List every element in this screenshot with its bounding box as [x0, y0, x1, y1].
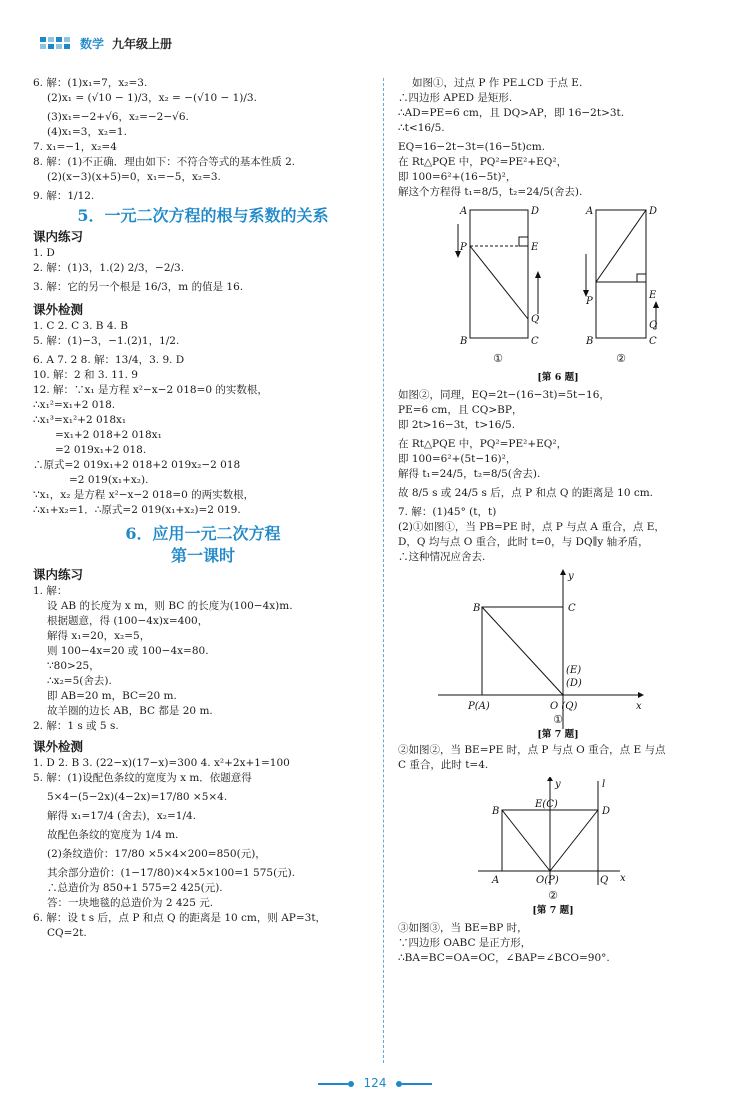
section-subtitle: 第一课时 — [170, 546, 235, 565]
section-heading: 课外检测 — [33, 739, 84, 754]
fig7b-l: l — [602, 779, 606, 790]
answer-line: 6. A 7. 2 8. 解：13/4，3. 9. D — [33, 354, 185, 366]
fig6-label-q1: Q — [531, 314, 540, 325]
answer-line: 5. 解：(1)−3，−1.(2)1，1/2. — [33, 335, 180, 347]
answer-line: 1. D 2. B 3. (22−x)(17−x)=300 4. x²+2x+1=100 — [33, 757, 290, 769]
section-title: 6．应用一元二次方程 — [125, 524, 281, 543]
answer-line: (3)x₁=−2+√6，x₂=−2−√6. — [47, 111, 189, 123]
answer-line: =2 019(x₁+x₂). — [69, 474, 149, 486]
fig7b-caption: [第 7 题] — [532, 905, 574, 916]
answer-line: 则 100−4x=20 或 100−4x=80. — [47, 645, 209, 657]
fig7b-x: x — [620, 873, 626, 884]
answer-line: 1. 解： — [33, 585, 68, 597]
answer-line: 其余部分造价：(1−17/80)×4×5×100=1 575(元). — [47, 867, 296, 879]
section-title: 5．一元二次方程的根与系数的关系 — [77, 206, 329, 225]
answer-line: 1. C 2. C 3. B 4. B — [33, 320, 128, 332]
answer-line: ∴x₁+x₂=1．∴原式=2 019(x₁+x₂)=2 019. — [33, 504, 241, 516]
answer-line: 5×4−(5−2x)(4−2x)=17/80 ×5×4. — [47, 791, 228, 803]
answer-line: ②如图②，当 BE=PE 时，点 P 与点 O 重合，点 E 与点 — [398, 744, 666, 756]
answer-line: ∴x₁²=x₁+2 018. — [33, 399, 116, 411]
fig6-label-p2: P — [586, 296, 593, 307]
answer-line: 即 2t>16−3t，t>16/5. — [398, 419, 516, 431]
fig7a-b: B — [473, 603, 481, 614]
page-header — [40, 34, 172, 52]
fig7a-num: ① — [553, 713, 563, 726]
fig6-label-q2: Q — [649, 320, 658, 331]
fig7b-num: ② — [548, 889, 558, 902]
answer-line: 如图①，过点 P 作 PE⊥CD 于点 E. — [412, 77, 583, 89]
answer-line: ∴总造价为 850+1 575=2 425(元). — [47, 882, 223, 894]
figure-7-2 — [398, 777, 716, 917]
answer-line: 6. 解：(1)x₁=7，x₂=3. — [33, 77, 148, 89]
fig6-label-a2: A — [586, 206, 594, 217]
answer-line: =x₁+2 018+2 018x₁ — [55, 429, 162, 441]
fig7b-ec: E(C) — [535, 799, 558, 810]
figure-6 — [398, 204, 716, 384]
answer-line: 2. 解：1 s 或 5 s. — [33, 720, 119, 732]
answer-line: 3. 解：它的另一个根是 16/3，m 的值是 16. — [33, 281, 244, 293]
page-number: 124 — [363, 1076, 387, 1090]
answer-line: 即 100=6²+(16−5t)²， — [398, 171, 517, 183]
answer-line: (2)①如图①，当 PB=PE 时，点 P 与点 A 重合，点 E， — [398, 521, 665, 533]
fig7b-a: A — [492, 875, 500, 886]
answer-line: ∴BA=BC=OA=OC，∠BAP=∠BCO=90°. — [398, 952, 610, 964]
answer-line: EQ=16−2t−3t=(16−5t)cm. — [398, 141, 546, 153]
answer-line: 在 Rt△PQE 中，PQ²=PE²+EQ²， — [398, 438, 568, 450]
fig6-caption: [第 6 题] — [537, 372, 579, 383]
logo-icon — [40, 37, 70, 49]
answer-line: 7. 解：(1)45° (t，t) — [398, 506, 497, 518]
fig7b-b: B — [492, 806, 500, 817]
fig6-label-b1: B — [460, 336, 468, 347]
fig7b-d: D — [602, 806, 611, 817]
figure-7-1 — [398, 569, 716, 739]
answer-line: PE=6 cm，且 CQ>BP， — [398, 404, 523, 416]
fig6-label-a1: A — [460, 206, 468, 217]
column-divider — [383, 78, 384, 1063]
header-subject: 数学 — [80, 36, 105, 51]
fig7a-oq: O (Q) — [550, 701, 578, 712]
answer-line: 8. 解：(1)不正确．理由如下：不符合等式的基本性质 2. — [33, 156, 296, 168]
answer-line: 解得 x₁=17/4 (舍去)，x₂=1/4. — [47, 810, 197, 822]
answer-line: (4)x₁=3，x₂=1. — [47, 126, 127, 138]
fig6-label-d1: D — [531, 206, 540, 217]
answer-line: (2)x₁ = (√10 − 1)/3，x₂ = −(√10 − 1)/3. — [47, 92, 257, 104]
answer-line: 9. 解：1/12. — [33, 190, 95, 202]
answer-line: 如图②，同理，EQ=2t−(16−3t)=5t−16， — [398, 389, 610, 401]
answer-line: 在 Rt△PQE 中，PQ²=PE²+EQ²， — [398, 156, 568, 168]
answer-line: 解得 t₁=24/5，t₂=8/5(舍去). — [398, 468, 541, 480]
fig7a-x: x — [636, 701, 642, 712]
answer-line: ∵四边形 OABC 是正方形， — [398, 937, 532, 949]
answer-line: ∵x₁，x₂ 是方程 x²−x−2 018=0 的两实数根， — [33, 489, 255, 501]
answer-line: ③如图③，当 BE=BP 时， — [398, 922, 528, 934]
answer-line: 6. 解：设 t s 后，点 P 和点 Q 的距离是 10 cm，则 AP=3t， — [33, 912, 327, 924]
fig6-label-d2: D — [649, 206, 658, 217]
answer-line: ∴原式=2 019x₁+2 018+2 019x₂−2 018 — [33, 459, 241, 471]
answer-line: ∴t<16/5. — [398, 122, 445, 134]
fig6-label-c2: C — [649, 336, 657, 347]
answer-line: 故 8/5 s 或 24/5 s 后，点 P 和点 Q 的距离是 10 cm. — [398, 487, 654, 499]
footer-dot-icon — [348, 1081, 354, 1087]
answer-line: 1. D — [33, 247, 55, 259]
answer-line: CQ=2t. — [47, 927, 87, 939]
answer-line: 根据题意，得 (100−4x)x=400， — [47, 615, 209, 627]
answer-line: 故羊圈的边长 AB，BC 都是 20 m. — [47, 705, 213, 717]
answer-line: 5. 解：(1)设配色条纹的宽度为 x m．依题意得 — [33, 772, 252, 784]
answer-line: ∴四边形 APED 是矩形. — [398, 92, 513, 104]
section-heading: 课外检测 — [33, 302, 84, 317]
fig7a-d: (D) — [566, 678, 582, 689]
answer-line: 2. 解：(1)3，1.(2) 2/3，−2/3. — [33, 262, 185, 274]
answer-line: 即 AB=20 m，BC=20 m. — [47, 690, 177, 702]
answer-line: ∴这种情况应舍去. — [398, 551, 486, 563]
fig7a-e: (E) — [566, 665, 582, 676]
answer-line: 设 AB 的长度为 x m，则 BC 的长度为(100−4x)m. — [47, 600, 293, 612]
answer-line: (2)条纹造价：17/80 ×5×4×200=850(元)， — [47, 848, 266, 860]
section-heading: 课内练习 — [33, 229, 84, 244]
header-grade: 九年级上册 — [112, 36, 173, 51]
answer-line: 10. 解：2 和 3. 11. 9 — [33, 369, 138, 381]
answer-line: 12. 解：∵x₁ 是方程 x²−x−2 018=0 的实数根， — [33, 384, 268, 396]
fig7a-y: y — [568, 571, 574, 582]
answer-line: D，Q 均与点 O 重合，此时 t=0，与 DQ∥y 轴矛盾， — [398, 536, 649, 548]
fig7b-op: O(P) — [536, 875, 559, 886]
answer-line: 解这个方程得 t₁=8/5，t₂=24/5(舍去). — [398, 186, 583, 198]
answer-line: ∴x₂=5(舍去). — [47, 675, 112, 687]
answer-line: 故配色条纹的宽度为 1/4 m. — [47, 829, 179, 841]
answer-line: 7. x₁=−1，x₂=4 — [33, 141, 117, 153]
fig7b-y: y — [555, 779, 561, 790]
answer-line: 答：一块地毯的总造价为 2 425 元. — [47, 897, 214, 909]
answer-line: 解得 x₁=20，x₂=5， — [47, 630, 151, 642]
answer-line: C 重合，此时 t=4. — [398, 759, 489, 771]
fig6-num-1: ① — [493, 352, 503, 365]
section-heading: 课内练习 — [33, 567, 84, 582]
fig7a-c: C — [568, 603, 576, 614]
fig6-num-2: ② — [616, 352, 626, 365]
fig6-label-e1: E — [531, 242, 539, 253]
answer-line: (2)(x−3)(x+5)=0，x₁=−5，x₂=3. — [47, 171, 221, 183]
answer-line: =2 019x₁+2 018. — [55, 444, 147, 456]
fig7a-pa: P(A) — [468, 701, 490, 712]
fig6-label-c1: C — [531, 336, 539, 347]
fig6-label-e2: E — [649, 290, 657, 301]
page-footer — [0, 1076, 750, 1090]
right-column — [398, 76, 716, 966]
answer-line: ∴AD=PE=6 cm，且 DQ>AP，即 16−2t>3t. — [398, 107, 625, 119]
answer-line: ∴x₁³=x₁²+2 018x₁ — [33, 414, 127, 426]
answer-line: ∵80>25， — [47, 660, 100, 672]
fig7b-q: Q — [600, 875, 609, 886]
left-column — [33, 76, 373, 941]
fig6-label-p1: P — [460, 242, 467, 253]
fig6-label-b2: B — [586, 336, 594, 347]
fig7a-caption: [第 7 题] — [537, 729, 579, 739]
answer-line: 即 100=6²+(5t−16)²， — [398, 453, 517, 465]
